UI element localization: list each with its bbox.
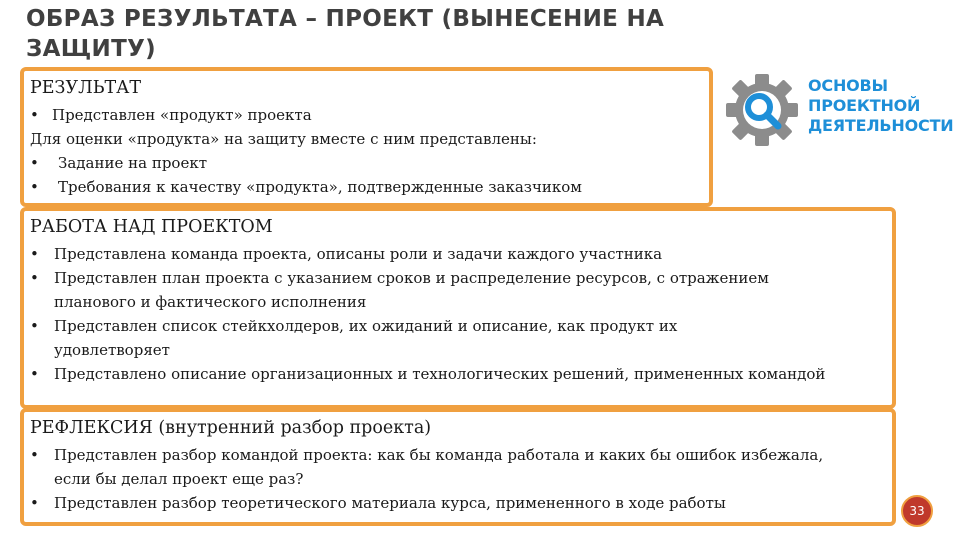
result-note: Для оценки «продукта» на защиту вместе с ним представлены: bbox=[30, 130, 537, 148]
list-item bbox=[30, 103, 709, 127]
bullet: • bbox=[30, 446, 39, 464]
list-item-text: Представлена команда проекта, описаны роли и задачи каждого участника bbox=[54, 245, 663, 263]
list-item-text: Представлен план проекта с указанием сроков и распределение ресурсов, с отражением планового и фактического исполнения bbox=[54, 269, 769, 311]
list-item bbox=[30, 314, 774, 362]
reflection-section bbox=[20, 408, 896, 526]
result-section bbox=[20, 67, 713, 207]
bullet: • bbox=[30, 494, 39, 512]
work-section bbox=[20, 207, 896, 409]
work-section-title: РАБОТА НАД ПРОЕКТОМ bbox=[30, 217, 273, 237]
bullet: • bbox=[30, 317, 39, 335]
list-item bbox=[30, 491, 884, 515]
gear-magnifier-icon bbox=[722, 70, 802, 150]
logo-line: ОСНОВЫ bbox=[808, 76, 888, 95]
list-item-text: Представлено описание организационных и технологических решений, примененных командой bbox=[54, 365, 826, 383]
logo bbox=[722, 70, 952, 150]
bullet: • bbox=[30, 365, 39, 383]
reflection-section-title: РЕФЛЕКСИЯ (внутренний разбор проекта) bbox=[30, 418, 432, 438]
logo-text bbox=[808, 76, 953, 136]
list-item bbox=[30, 362, 844, 386]
list-item bbox=[30, 266, 844, 314]
logo-line: ПРОЕКТНОЙ bbox=[808, 96, 921, 115]
list-item bbox=[30, 242, 892, 266]
list-item-text: Представлен разбор командой проекта: как бы команда работала и каких бы ошибок избежала, если бы делал проект еще раз? bbox=[54, 446, 824, 488]
list-item bbox=[30, 443, 844, 491]
slide-title: ОБРАЗ РЕЗУЛЬТАТА – ПРОЕКТ (ВЫНЕСЕНИЕ НА ЗАЩИТУ) bbox=[26, 6, 665, 62]
bullet: • bbox=[30, 245, 39, 263]
page-number-badge: 33 bbox=[901, 495, 933, 527]
list-item-text: Представлен «продукт» проекта bbox=[52, 106, 312, 124]
result-list bbox=[24, 103, 709, 127]
list-item-text: Представлен список стейкхолдеров, их ожиданий и описание, как продукт их удовлетворяет bbox=[54, 317, 678, 359]
list-item bbox=[30, 175, 709, 199]
reflection-list bbox=[24, 443, 892, 515]
result-sublist bbox=[24, 151, 709, 199]
list-item-text: Представлен разбор теоретического материала курса, примененного в ходе работы bbox=[54, 494, 726, 512]
list-item-text: Задание на проект bbox=[58, 154, 207, 172]
result-section-title: РЕЗУЛЬТАТ bbox=[30, 78, 142, 98]
list-item bbox=[30, 151, 709, 175]
list-item-text: Требования к качеству «продукта», подтвержденные заказчиком bbox=[58, 178, 582, 196]
bullet: • bbox=[30, 269, 39, 287]
work-list bbox=[24, 242, 892, 386]
bullet: • bbox=[30, 154, 39, 172]
bullet: • bbox=[30, 178, 39, 196]
bullet: • bbox=[30, 106, 39, 124]
logo-line: ДЕЯТЕЛЬНОСТИ bbox=[808, 116, 954, 135]
